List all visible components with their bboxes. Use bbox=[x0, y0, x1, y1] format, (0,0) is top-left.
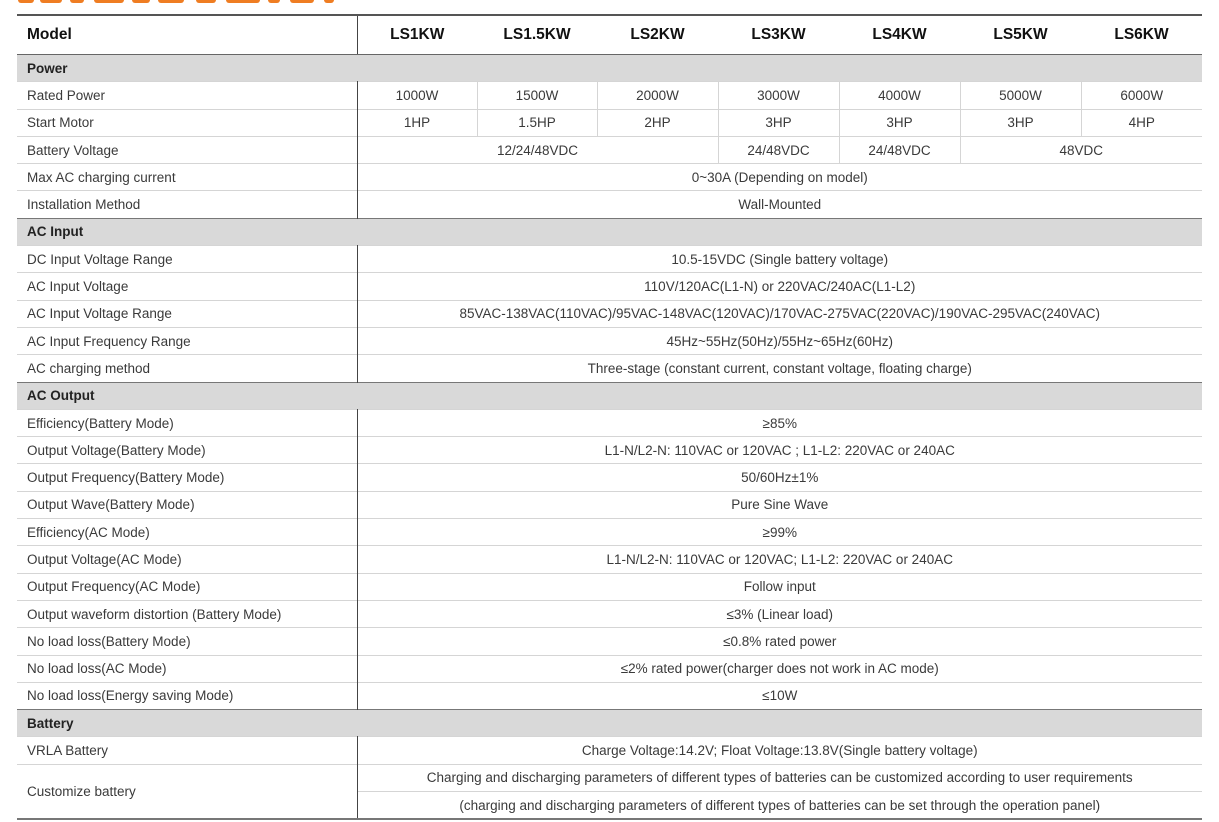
spec-row-no-load-saving bbox=[17, 682, 1202, 709]
spec-value: 1.5HP bbox=[477, 109, 597, 136]
spec-row-battery-voltage bbox=[17, 136, 1202, 163]
section-title: Battery bbox=[17, 710, 1202, 737]
spec-value: Charge Voltage:14.2V; Float Voltage:13.8V(Single battery voltage) bbox=[357, 737, 1202, 764]
spec-row-no-load-ac bbox=[17, 655, 1202, 682]
section-title: AC Output bbox=[17, 382, 1202, 409]
spec-row-out-voltage-ac bbox=[17, 546, 1202, 573]
model-name: LS1KW bbox=[357, 15, 477, 55]
spec-label: Battery Voltage bbox=[17, 136, 357, 163]
spec-row-eff-ac bbox=[17, 519, 1202, 546]
spec-value: 24/48VDC bbox=[839, 136, 960, 163]
spec-row-dc-input-range bbox=[17, 246, 1202, 273]
model-name: LS2KW bbox=[597, 15, 718, 55]
spec-value: ≤3% (Linear load) bbox=[357, 600, 1202, 627]
spec-value: L1-N/L2-N: 110VAC or 120VAC ; L1-L2: 220VAC or 240AC bbox=[357, 437, 1202, 464]
spec-value: L1-N/L2-N: 110VAC or 120VAC; L1-L2: 220VAC or 240AC bbox=[357, 546, 1202, 573]
spec-label: Output Voltage(AC Mode) bbox=[17, 546, 357, 573]
spec-value: 12/24/48VDC bbox=[357, 136, 718, 163]
spec-value: 2000W bbox=[597, 82, 718, 109]
spec-value: 0~30A (Depending on model) bbox=[357, 164, 1202, 191]
spec-row-ac-charging-method bbox=[17, 355, 1202, 382]
spec-value: 10.5-15VDC (Single battery voltage) bbox=[357, 246, 1202, 273]
spec-label: Installation Method bbox=[17, 191, 357, 218]
spec-value: 6000W bbox=[1081, 82, 1202, 109]
section-header-ac-input bbox=[17, 218, 1202, 245]
spec-value: 48VDC bbox=[960, 136, 1202, 163]
model-name: LS5KW bbox=[960, 15, 1081, 55]
spec-value: 4HP bbox=[1081, 109, 1202, 136]
spec-row-max-ac-charging bbox=[17, 164, 1202, 191]
spec-value: 1HP bbox=[357, 109, 477, 136]
spec-table bbox=[17, 14, 1202, 820]
spec-value: ≥99% bbox=[357, 519, 1202, 546]
spec-label: Output Voltage(Battery Mode) bbox=[17, 437, 357, 464]
spec-value: 1000W bbox=[357, 82, 477, 109]
spec-row-eff-battery bbox=[17, 409, 1202, 436]
spec-label: AC charging method bbox=[17, 355, 357, 382]
spec-value: 24/48VDC bbox=[718, 136, 839, 163]
spec-value: 85VAC-138VAC(110VAC)/95VAC-148VAC(120VAC)/170VAC-275VAC(220VAC)/190VAC-295VAC(240VAC) bbox=[357, 300, 1202, 327]
spec-label: Output Frequency(Battery Mode) bbox=[17, 464, 357, 491]
spec-label: Efficiency(AC Mode) bbox=[17, 519, 357, 546]
section-header-ac-output bbox=[17, 382, 1202, 409]
spec-label: Max AC charging current bbox=[17, 164, 357, 191]
spec-row-out-voltage-battery bbox=[17, 437, 1202, 464]
spec-value: 4000W bbox=[839, 82, 960, 109]
spec-row-customize-1 bbox=[17, 764, 1202, 791]
model-header-row bbox=[17, 15, 1202, 55]
spec-value: 3HP bbox=[839, 109, 960, 136]
model-header-label: Model bbox=[17, 15, 357, 55]
section-title: AC Input bbox=[17, 218, 1202, 245]
model-name: LS4KW bbox=[839, 15, 960, 55]
spec-row-ac-input-voltage bbox=[17, 273, 1202, 300]
spec-value: 3HP bbox=[718, 109, 839, 136]
spec-value: Wall-Mounted bbox=[357, 191, 1202, 218]
spec-row-vrla bbox=[17, 737, 1202, 764]
spec-label: Customize battery bbox=[17, 764, 357, 819]
model-name: LS6KW bbox=[1081, 15, 1202, 55]
spec-label: AC Input Voltage bbox=[17, 273, 357, 300]
spec-row-rated-power bbox=[17, 82, 1202, 109]
spec-label: Output Wave(Battery Mode) bbox=[17, 491, 357, 518]
spec-row-out-freq-battery bbox=[17, 464, 1202, 491]
spec-label: VRLA Battery bbox=[17, 737, 357, 764]
spec-row-ac-input-voltage-range bbox=[17, 300, 1202, 327]
section-header-battery bbox=[17, 710, 1202, 737]
spec-value: Pure Sine Wave bbox=[357, 491, 1202, 518]
spec-label: AC Input Frequency Range bbox=[17, 327, 357, 354]
spec-row-out-freq-ac bbox=[17, 573, 1202, 600]
spec-label: Output Frequency(AC Mode) bbox=[17, 573, 357, 600]
spec-value: Charging and discharging parameters of different types of batteries can be customized according to user requirements bbox=[357, 764, 1202, 791]
cropped-heading-strip bbox=[0, 0, 1219, 10]
spec-value: 5000W bbox=[960, 82, 1081, 109]
spec-value: ≤2% rated power(charger does not work in AC mode) bbox=[357, 655, 1202, 682]
spec-value: ≥85% bbox=[357, 409, 1202, 436]
spec-value: 1500W bbox=[477, 82, 597, 109]
spec-row-ac-input-frequency bbox=[17, 327, 1202, 354]
spec-label: No load loss(Energy saving Mode) bbox=[17, 682, 357, 709]
spec-label: Efficiency(Battery Mode) bbox=[17, 409, 357, 436]
spec-row-no-load-battery bbox=[17, 628, 1202, 655]
model-name: LS3KW bbox=[718, 15, 839, 55]
section-header-power bbox=[17, 55, 1202, 82]
spec-label: No load loss(AC Mode) bbox=[17, 655, 357, 682]
spec-label: No load loss(Battery Mode) bbox=[17, 628, 357, 655]
spec-value: 110V/120AC(L1-N) or 220VAC/240AC(L1-L2) bbox=[357, 273, 1202, 300]
spec-label: DC Input Voltage Range bbox=[17, 246, 357, 273]
spec-value: 45Hz~55Hz(50Hz)/55Hz~65Hz(60Hz) bbox=[357, 327, 1202, 354]
spec-value: 2HP bbox=[597, 109, 718, 136]
spec-label: Start Motor bbox=[17, 109, 357, 136]
spec-label: AC Input Voltage Range bbox=[17, 300, 357, 327]
spec-row-start-motor bbox=[17, 109, 1202, 136]
spec-row-installation bbox=[17, 191, 1202, 218]
spec-value: 50/60Hz±1% bbox=[357, 464, 1202, 491]
spec-value: (charging and discharging parameters of different types of batteries can be set through the operation panel) bbox=[357, 792, 1202, 820]
spec-value: Three-stage (constant current, constant voltage, floating charge) bbox=[357, 355, 1202, 382]
spec-value: 3HP bbox=[960, 109, 1081, 136]
spec-row-distortion bbox=[17, 600, 1202, 627]
spec-value: 3000W bbox=[718, 82, 839, 109]
spec-row-out-wave-battery bbox=[17, 491, 1202, 518]
model-name: LS1.5KW bbox=[477, 15, 597, 55]
section-title: Power bbox=[17, 55, 1202, 82]
spec-label: Output waveform distortion (Battery Mode) bbox=[17, 600, 357, 627]
spec-value: ≤0.8% rated power bbox=[357, 628, 1202, 655]
spec-label: Rated Power bbox=[17, 82, 357, 109]
spec-value: ≤10W bbox=[357, 682, 1202, 709]
spec-value: Follow input bbox=[357, 573, 1202, 600]
